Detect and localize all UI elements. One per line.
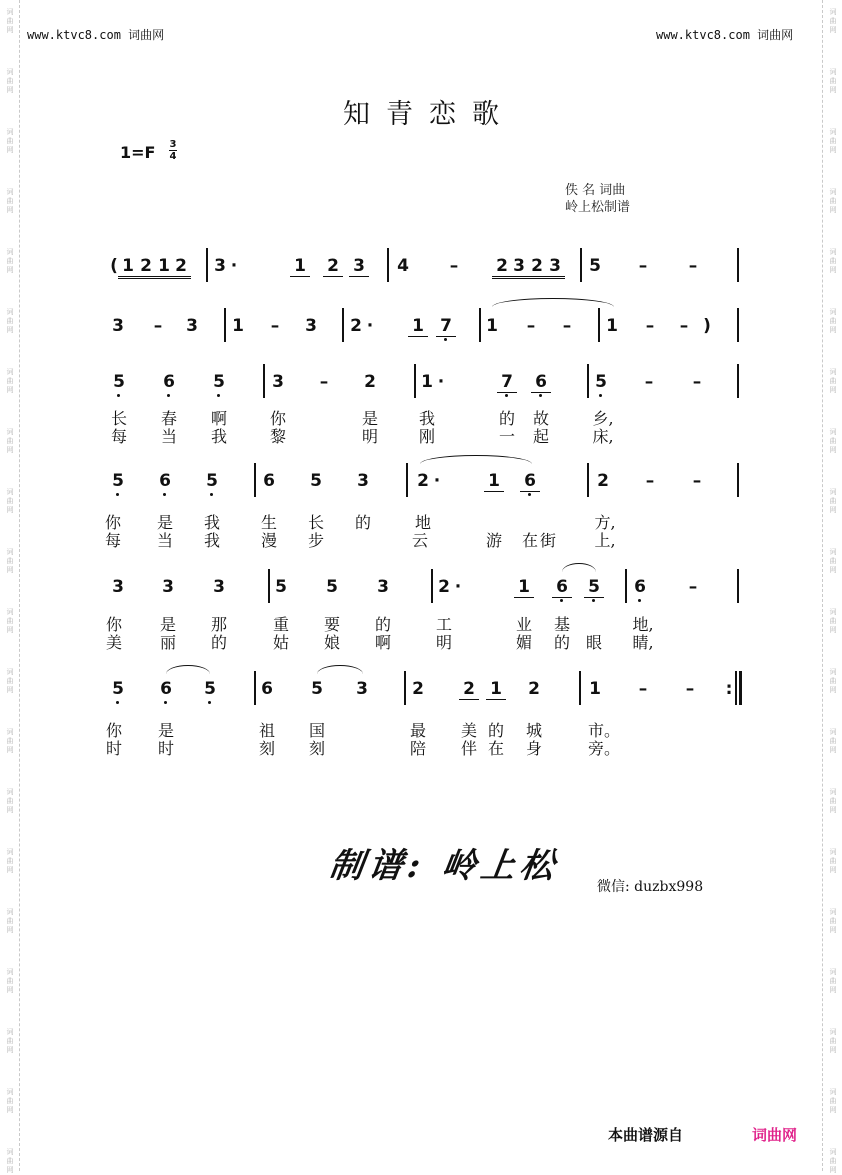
lyric: 明 — [435, 633, 452, 652]
barline — [406, 463, 408, 497]
lyric: 祖 — [258, 721, 275, 740]
barline — [737, 364, 739, 398]
barline — [737, 248, 739, 282]
lyric: 的 — [354, 513, 371, 532]
lyric: 长 — [110, 409, 127, 428]
side-watermark: 词 曲 网 — [6, 728, 14, 754]
note: 6 — [552, 577, 572, 598]
note: 2 — [350, 316, 362, 336]
note: ( — [110, 256, 118, 276]
lyric: 床, — [592, 427, 614, 446]
note: 2 — [438, 577, 450, 597]
credit-arranger: 岭上松制谱 — [565, 200, 631, 215]
lyric: 游 — [485, 531, 502, 550]
side-watermark: 词 曲 网 — [829, 68, 837, 94]
lyric: 刻 — [258, 739, 275, 758]
note: 3 — [214, 256, 226, 276]
note: – — [319, 372, 329, 392]
note: 1 — [486, 679, 506, 700]
footer-source-label: 本曲谱源自 — [608, 1126, 684, 1144]
lyric: 在 — [487, 739, 504, 758]
note: 4 — [397, 256, 409, 276]
note: 6 — [531, 372, 551, 393]
lyric: 当 — [156, 531, 173, 550]
side-watermark: 词 曲 网 — [829, 1028, 837, 1054]
credit-author: 佚 名 词曲 — [565, 183, 626, 198]
note: 3 — [377, 577, 389, 597]
note: 2 — [528, 679, 540, 699]
lyric: 是 — [361, 409, 378, 428]
note: 2 — [527, 256, 547, 279]
side-watermark: 词 曲 网 — [6, 668, 14, 694]
note: 2 — [492, 256, 512, 279]
note: 3 — [186, 316, 198, 336]
lyric: 眼 — [585, 633, 602, 652]
lyric: 步 — [307, 531, 324, 550]
note: 3 — [509, 256, 529, 279]
side-watermark: 词 曲 网 — [829, 908, 837, 934]
barline — [387, 248, 389, 282]
header-right-url[interactable]: www.ktvc8.com 词曲网 — [656, 28, 794, 42]
side-watermark: 词 曲 网 — [829, 548, 837, 574]
side-watermark: 词 曲 网 — [829, 8, 837, 34]
lyric: 基 — [553, 615, 570, 634]
side-watermark: 词 曲 网 — [829, 488, 837, 514]
lyric: 我 — [203, 531, 220, 550]
note: 6 — [155, 471, 175, 491]
barline — [206, 248, 208, 282]
side-watermark: 词 曲 网 — [6, 308, 14, 334]
barline — [737, 308, 739, 342]
note: – — [644, 372, 654, 392]
side-watermark: 词 曲 网 — [6, 368, 14, 394]
note: 2 — [323, 256, 343, 277]
wechat-contact: 微信: duzbx998 — [597, 879, 704, 895]
note: 5 — [209, 372, 229, 392]
side-watermark: 词 曲 网 — [829, 1088, 837, 1114]
barline — [254, 671, 256, 705]
note: 3 — [112, 577, 124, 597]
note: ) — [703, 316, 711, 336]
side-watermark: 词 曲 网 — [6, 428, 14, 454]
barline — [625, 569, 627, 603]
lyric: 业 — [515, 615, 532, 634]
lyric: 的 — [210, 633, 227, 652]
barline — [737, 463, 739, 497]
side-watermark: 词 曲 网 — [6, 128, 14, 154]
lyric: 是 — [159, 615, 176, 634]
side-watermark: 词 曲 网 — [6, 68, 14, 94]
lyric: 漫 — [260, 531, 277, 550]
note: 5 — [584, 577, 604, 598]
lyric: 市。 — [588, 721, 621, 740]
lyric: 生 — [260, 513, 277, 532]
side-watermark: 词 曲 网 — [829, 368, 837, 394]
lyric: 的 — [498, 409, 515, 428]
side-watermark: 词 曲 网 — [829, 608, 837, 634]
barline — [224, 308, 226, 342]
note: – — [638, 679, 648, 699]
note: – — [526, 316, 536, 336]
note: 5 — [275, 577, 287, 597]
tie — [562, 563, 596, 572]
lyric: 的 — [553, 633, 570, 652]
note: 3 — [357, 471, 369, 491]
note: – — [688, 577, 698, 597]
tie — [420, 455, 532, 464]
barline — [587, 463, 589, 497]
lyric: 旁。 — [588, 739, 621, 758]
lyric: 最 — [409, 721, 426, 740]
note: 3 — [545, 256, 565, 279]
side-watermark: 词 曲 网 — [6, 968, 14, 994]
note: 2 — [136, 256, 156, 279]
lyric: 城 — [525, 721, 542, 740]
lyric: 我 — [203, 513, 220, 532]
arranger-signature: 制谱: 岭上松 — [326, 846, 562, 886]
barline — [598, 308, 600, 342]
left-watermark-strip — [1, 0, 19, 1174]
lyric: 丽 — [159, 633, 176, 652]
lyric: 乡, — [592, 409, 614, 428]
tie — [166, 665, 210, 674]
side-watermark: 词 曲 网 — [6, 1028, 14, 1054]
lyric: 起 — [532, 427, 549, 446]
lyric: 你 — [105, 615, 122, 634]
lyric: 一 — [498, 427, 515, 446]
note: 2 — [597, 471, 609, 491]
note: 5 — [202, 471, 222, 491]
lyric: 当 — [160, 427, 177, 446]
barline — [737, 569, 739, 603]
side-watermark: 词 曲 网 — [829, 188, 837, 214]
right-watermark-strip — [824, 0, 842, 1174]
note: 5 — [311, 679, 323, 699]
tie — [492, 298, 614, 307]
repeat-sign: : — [725, 679, 733, 699]
barline — [587, 364, 589, 398]
note: 2 — [364, 372, 376, 392]
note: 1 — [514, 577, 534, 598]
lyric: 每 — [110, 427, 127, 446]
note: 5 — [200, 679, 220, 699]
side-watermark: 词 曲 网 — [6, 848, 14, 874]
lyric: 长 — [307, 513, 324, 532]
note: 3 — [305, 316, 317, 336]
side-watermark: 词 曲 网 — [6, 908, 14, 934]
note: 6 — [630, 577, 650, 597]
note: 5 — [108, 471, 128, 491]
note: 1 — [408, 316, 428, 337]
lyric: 国 — [308, 721, 325, 740]
lyric: 明 — [361, 427, 378, 446]
lyric: 我 — [210, 427, 227, 446]
lyric: 春 — [160, 409, 177, 428]
key-signature: 1=F — [120, 143, 156, 162]
note: 1 — [589, 679, 601, 699]
lyric: 美 — [460, 721, 477, 740]
note: 5 — [310, 471, 322, 491]
note: 5 — [591, 372, 611, 392]
note: – — [679, 316, 689, 336]
note-dot: · — [437, 372, 445, 392]
side-watermark: 词 曲 网 — [829, 668, 837, 694]
note: 5 — [589, 256, 601, 276]
note: – — [562, 316, 572, 336]
note: – — [645, 316, 655, 336]
barline — [580, 248, 582, 282]
note: – — [153, 316, 163, 336]
note: 3 — [112, 316, 124, 336]
note: 6 — [261, 679, 273, 699]
note: 1 — [154, 256, 174, 279]
side-watermark: 词 曲 网 — [6, 248, 14, 274]
side-watermark: 词 曲 网 — [829, 428, 837, 454]
tie — [317, 665, 363, 674]
side-watermark: 词 曲 网 — [6, 1148, 14, 1174]
note: 5 — [109, 372, 129, 392]
final-barline — [739, 671, 742, 705]
lyric: 的 — [487, 721, 504, 740]
side-watermark: 词 曲 网 — [6, 608, 14, 634]
barline — [342, 308, 344, 342]
barline — [414, 364, 416, 398]
lyric: 你 — [104, 513, 121, 532]
lyric: 上, — [594, 531, 616, 550]
note: 1 — [232, 316, 244, 336]
lyric: 那 — [210, 615, 227, 634]
note: 1 — [421, 372, 433, 392]
lyric: 身 — [525, 739, 542, 758]
lyric: 的 — [374, 615, 391, 634]
lyric: 是 — [156, 513, 173, 532]
lyric: 地 — [414, 513, 431, 532]
lyric: 刻 — [308, 739, 325, 758]
note: – — [688, 256, 698, 276]
barline — [268, 569, 270, 603]
header-left-url[interactable]: www.ktvc8.com 词曲网 — [27, 28, 165, 42]
barline — [404, 671, 406, 705]
lyric: 媚 — [515, 633, 532, 652]
song-title: 知青恋歌 — [343, 99, 515, 130]
right-margin-line — [822, 0, 823, 1171]
lyric: 工 — [435, 615, 452, 634]
side-watermark: 词 曲 网 — [829, 728, 837, 754]
lyric: 黎 — [269, 427, 286, 446]
note: 5 — [326, 577, 338, 597]
lyric: 美 — [105, 633, 122, 652]
lyric: 重 — [272, 615, 289, 634]
note: – — [692, 372, 702, 392]
lyric: 睛, — [632, 633, 654, 652]
lyric: 娘 — [323, 633, 340, 652]
note: 6 — [159, 372, 179, 392]
note: 1 — [486, 316, 498, 336]
lyric: 是 — [157, 721, 174, 740]
note: 2 — [459, 679, 479, 700]
note: 3 — [162, 577, 174, 597]
barline — [263, 364, 265, 398]
lyric: 在 — [521, 531, 538, 550]
note: 2 — [417, 471, 429, 491]
barline — [254, 463, 256, 497]
lyric: 要 — [323, 615, 340, 634]
note-dot: · — [454, 577, 462, 597]
side-watermark: 词 曲 网 — [829, 968, 837, 994]
footer-brand-link[interactable]: 词曲网 — [752, 1126, 798, 1144]
side-watermark: 词 曲 网 — [6, 8, 14, 34]
lyric: 你 — [105, 721, 122, 740]
note: 6 — [156, 679, 176, 699]
note: 6 — [263, 471, 275, 491]
side-watermark: 词 曲 网 — [6, 788, 14, 814]
note: 7 — [497, 372, 517, 393]
note-dot: · — [230, 256, 238, 276]
lyric: 地, — [632, 615, 654, 634]
note: – — [449, 256, 459, 276]
barline — [579, 671, 581, 705]
side-watermark: 词 曲 网 — [829, 788, 837, 814]
lyric: 啊 — [210, 409, 227, 428]
lyric: 每 — [104, 531, 121, 550]
side-watermark: 词 曲 网 — [829, 308, 837, 334]
note: – — [270, 316, 280, 336]
barline — [479, 308, 481, 342]
note: 1 — [118, 256, 138, 279]
lyric: 陪 — [409, 739, 426, 758]
side-watermark: 词 曲 网 — [6, 1088, 14, 1114]
note: 1 — [290, 256, 310, 277]
side-watermark: 词 曲 网 — [829, 1148, 837, 1174]
note: – — [692, 471, 702, 491]
note: – — [645, 471, 655, 491]
note-dot: · — [366, 316, 374, 336]
side-watermark: 词 曲 网 — [6, 488, 14, 514]
note: 3 — [349, 256, 369, 277]
lyric: 我 — [418, 409, 435, 428]
barline — [431, 569, 433, 603]
lyric: 时 — [157, 739, 174, 758]
side-watermark: 词 曲 网 — [829, 128, 837, 154]
lyric: 时 — [105, 739, 122, 758]
side-watermark: 词 曲 网 — [829, 848, 837, 874]
barline — [735, 671, 737, 705]
note: 3 — [272, 372, 284, 392]
side-watermark: 词 曲 网 — [6, 548, 14, 574]
note: 3 — [213, 577, 225, 597]
side-watermark: 词 曲 网 — [829, 248, 837, 274]
note: – — [685, 679, 695, 699]
lyric: 云 — [411, 531, 428, 550]
note: 1 — [484, 471, 504, 492]
note-dot: · — [433, 471, 441, 491]
side-watermark: 词 曲 网 — [6, 188, 14, 214]
left-margin-line — [19, 0, 20, 1171]
lyric: 刚 — [418, 427, 435, 446]
note: – — [638, 256, 648, 276]
time-signature — [168, 139, 178, 162]
lyric: 方, — [594, 513, 616, 532]
note: 1 — [606, 316, 618, 336]
note: 3 — [356, 679, 368, 699]
note: 2 — [412, 679, 424, 699]
lyric: 故 — [532, 409, 549, 428]
note: 6 — [520, 471, 540, 492]
lyric: 你 — [269, 409, 286, 428]
lyric: 街 — [539, 531, 556, 550]
time-signature-top: 3 — [169, 139, 177, 150]
note: 5 — [108, 679, 128, 699]
time-signature-bottom: 4 — [169, 151, 177, 162]
note: 7 — [436, 316, 456, 337]
note: 2 — [171, 256, 191, 279]
lyric: 啊 — [374, 633, 391, 652]
lyric: 伴 — [460, 739, 477, 758]
lyric: 姑 — [272, 633, 289, 652]
